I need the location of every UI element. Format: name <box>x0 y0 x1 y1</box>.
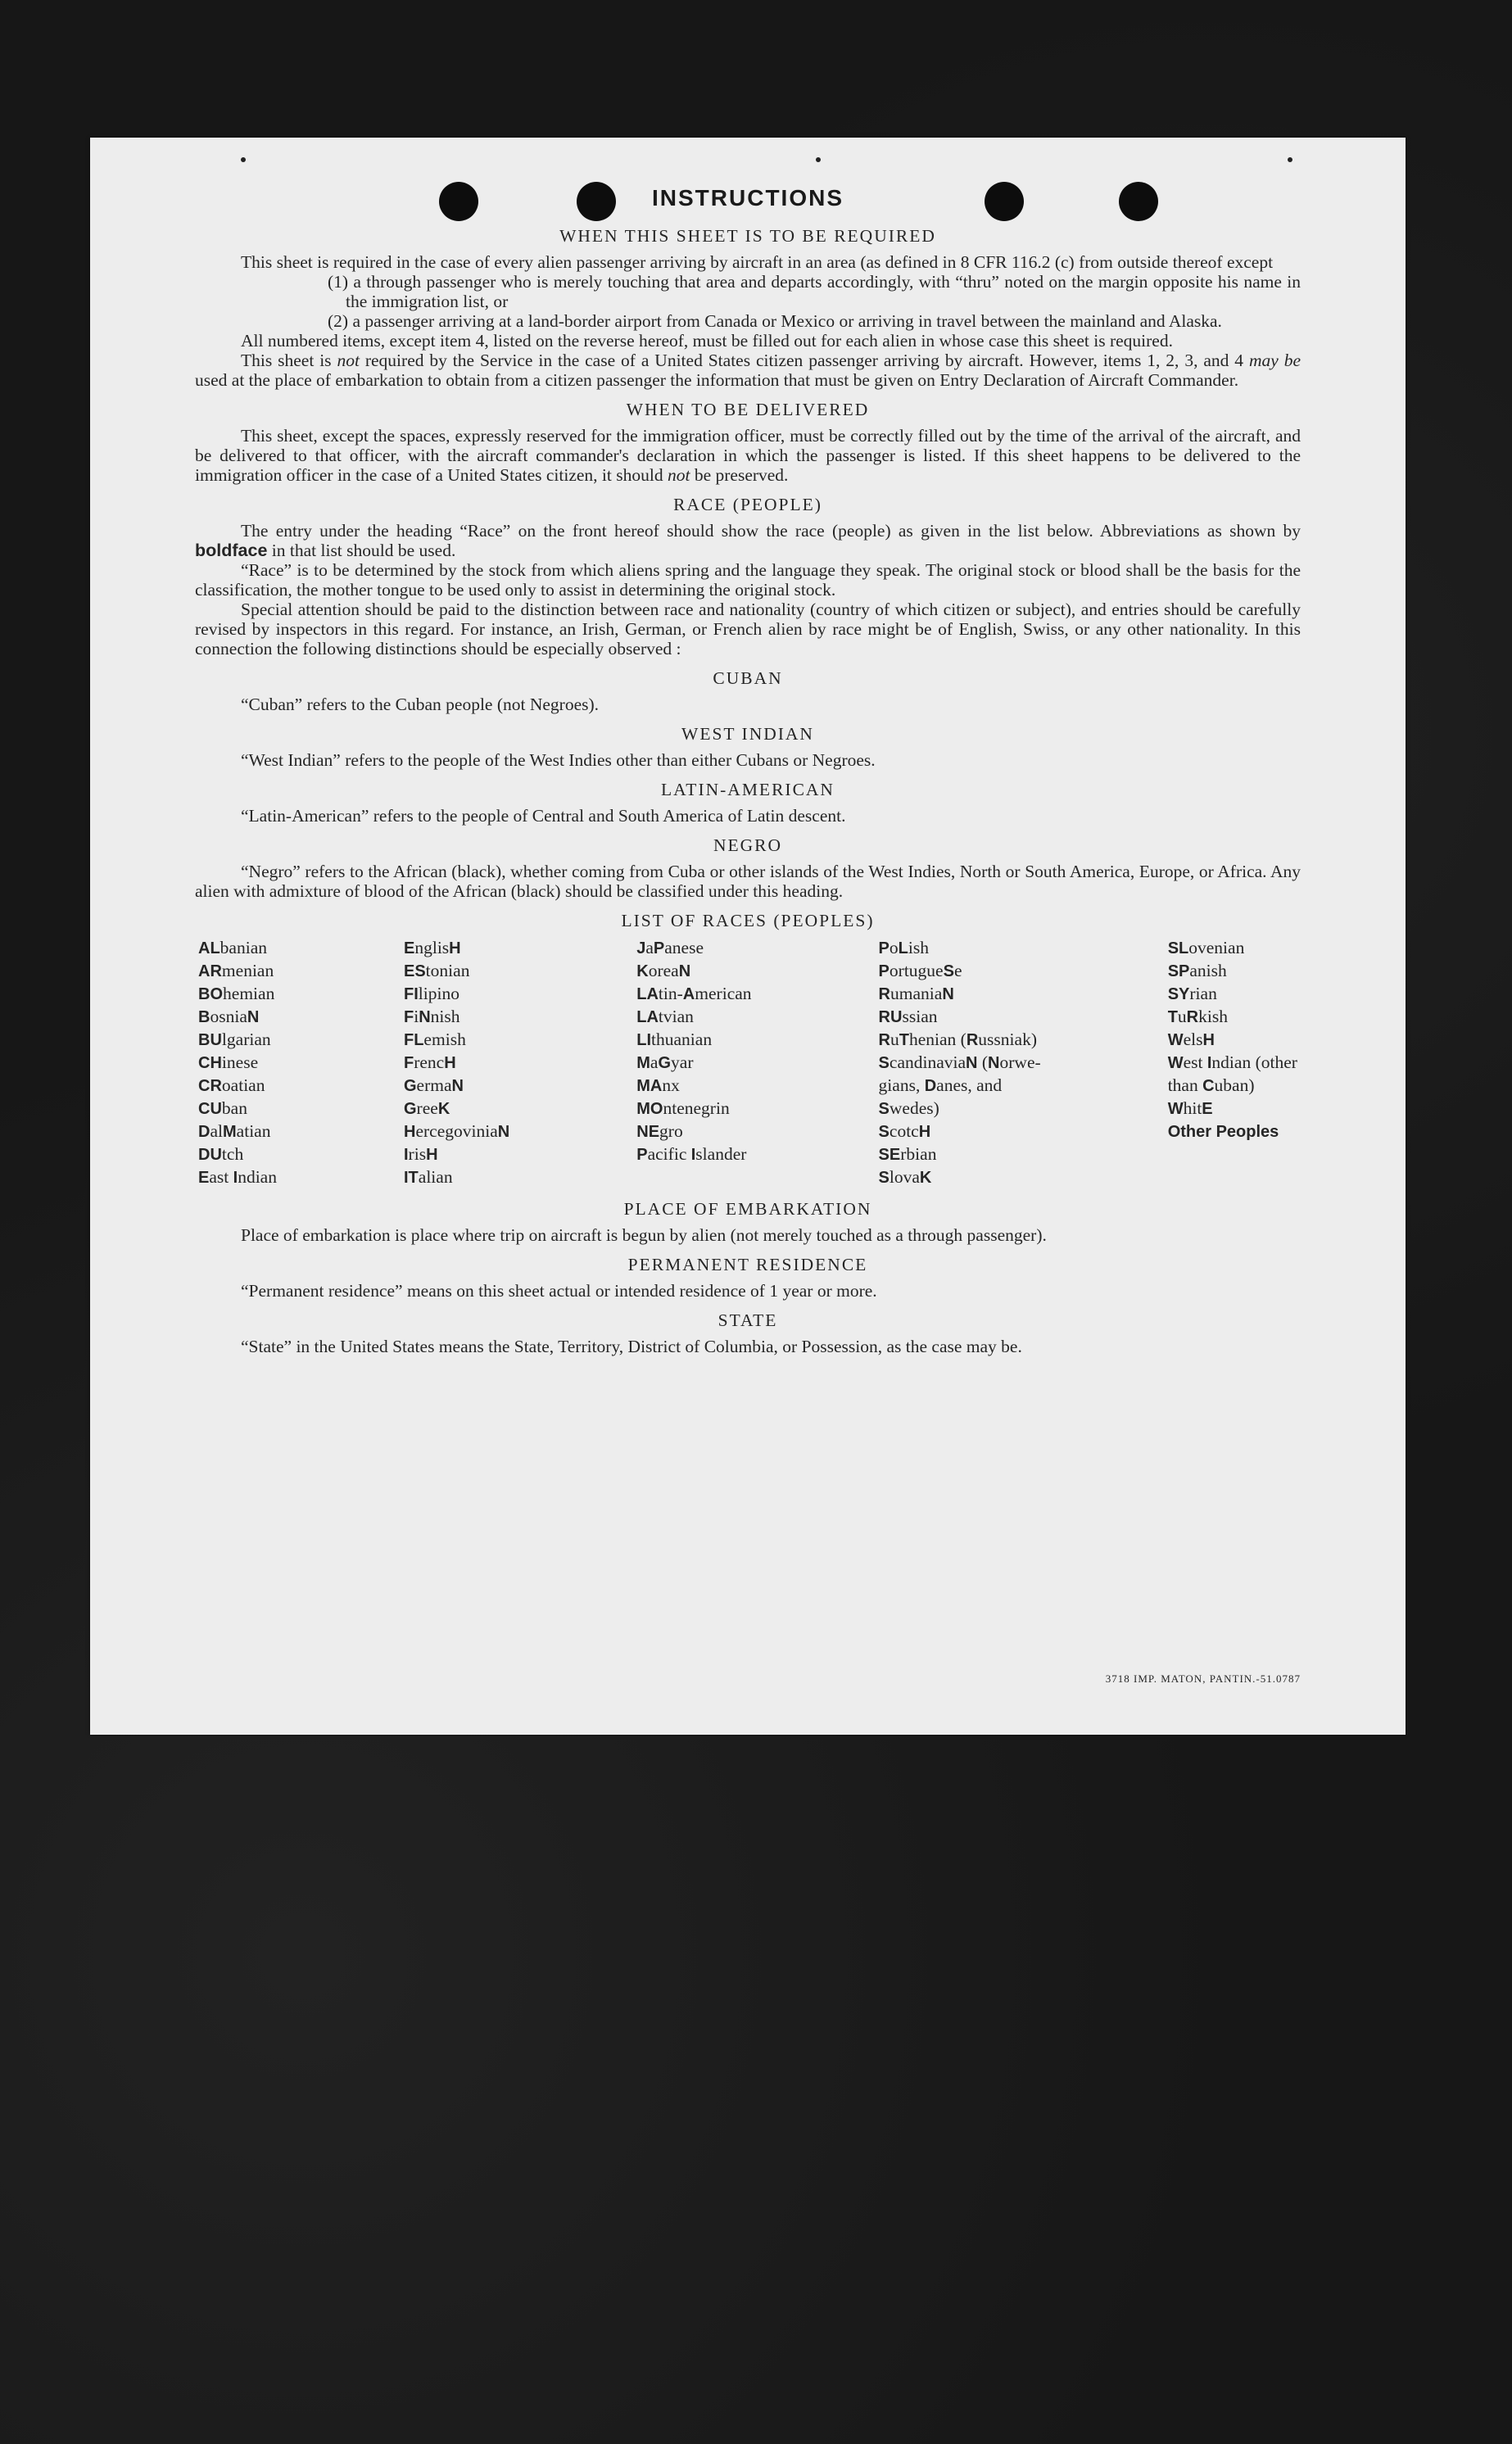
paragraph: “Latin-American” refers to the people of Central and South America of Latin descent. <box>241 806 846 826</box>
race-item: EStonian <box>403 961 470 980</box>
race-item: CHinese <box>198 1052 259 1072</box>
race-item: ARmenian <box>198 961 274 980</box>
race-column <box>1168 937 1297 1189</box>
race-item: SYrian <box>1167 984 1217 1003</box>
section-heading: WEST INDIAN <box>681 724 814 744</box>
race-item: IrisH <box>403 1144 438 1164</box>
document-sheet <box>90 138 1406 1735</box>
race-item: PortugueSe <box>878 961 962 980</box>
speck <box>1288 157 1292 162</box>
section-heading: PERMANENT RESIDENCE <box>627 1255 868 1274</box>
race-item: EnglisH <box>403 938 461 957</box>
race-item: DUtch <box>198 1144 244 1164</box>
race-item: RUssian <box>878 1007 938 1026</box>
section-heading: WHEN THIS SHEET IS TO BE REQUIRED <box>559 226 936 246</box>
race-item: KoreaN <box>636 961 691 980</box>
race-item: JaPanese <box>636 938 704 957</box>
race-item: WhitE <box>1167 1098 1213 1118</box>
race-item: CUban <box>198 1098 247 1118</box>
paragraph: “State” in the United States means the State, Territory, District of Columbia, or Possession, as the case may be. <box>241 1337 1022 1356</box>
race-item: LAtin-American <box>636 984 752 1003</box>
race-item: BOhemian <box>198 984 275 1003</box>
race-item: FrencH <box>403 1052 456 1072</box>
section-heading: PLACE OF EMBARKATION <box>623 1199 872 1219</box>
race-list <box>198 937 1297 1189</box>
race-column <box>404 937 509 1189</box>
paragraph: This sheet is required in the case of every alien passenger arriving by aircraft in an area (as defined in 8 CFR 116.2 (c) from outside thereof except <box>241 252 1274 272</box>
exception-item: (1) a through passenger who is merely touching that area and departs accordingly, with “thru” noted on the margin opposite his name in the immigration list, or <box>328 272 1301 311</box>
speck <box>241 157 246 162</box>
race-item: FIlipino <box>403 984 459 1003</box>
race-item: MAnx <box>636 1075 680 1095</box>
race-item: LAtvian <box>636 1007 694 1026</box>
race-item: than Cuban) <box>1167 1075 1255 1095</box>
race-item: BUlgarian <box>198 1030 271 1049</box>
race-item: FLemish <box>403 1030 466 1049</box>
race-item: GreeK <box>403 1098 450 1118</box>
race-item: LIthuanian <box>636 1030 713 1049</box>
race-item: BosniaN <box>198 1007 260 1026</box>
race-item: ALbanian <box>198 938 267 957</box>
race-column <box>879 937 1041 1189</box>
race-item: PoLish <box>878 938 929 957</box>
race-item: GermaN <box>403 1075 464 1095</box>
race-item: WelsH <box>1167 1030 1215 1049</box>
race-item: HercegoviniaN <box>403 1121 510 1141</box>
section-heading: LIST OF RACES (PEOPLES) <box>621 911 875 930</box>
race-item: SlovaK <box>878 1167 932 1187</box>
section-heading: NEGRO <box>713 835 783 855</box>
paragraph: All numbered items, except item 4, listed on the reverse hereof, must be filled out for each alien in whose case this sheet is required. <box>241 331 1173 351</box>
printer-imprint: 3718 IMP. MATON, PANTIN.-51.0787 <box>1105 1672 1301 1685</box>
section-heading: RACE (PEOPLE) <box>673 495 822 514</box>
paragraph: This sheet, except the spaces, expressly reserved for the immigration officer, must be correctly filled out by the time of the arrival of the aircraft, and be delivered to that officer, with the aircraft commander's declaration in which the passenger is listed. If this sheet happens to be delivered to the immigration officer in the case of a United States citizen, it should not be preserved. <box>195 426 1301 485</box>
paragraph: This sheet is not required by the Service in the case of a United States citizen passenger arriving by aircraft. However, items 1, 2, 3, and 4 may be used at the place of embarkation to obtain from a citizen passenger the information that must be given on Entry Declaration of Aircraft Commander. <box>195 351 1301 390</box>
race-item: ScotcH <box>878 1121 931 1141</box>
race-column <box>636 937 751 1189</box>
race-item: Swedes) <box>878 1098 939 1118</box>
paragraph: “Cuban” refers to the Cuban people (not Negroes). <box>241 695 600 714</box>
paragraph: “West Indian” refers to the people of the West Indies other than either Cubans or Negroes. <box>241 750 876 770</box>
section-heading: LATIN-AMERICAN <box>661 780 835 799</box>
race-item: TuRkish <box>1167 1007 1228 1026</box>
race-column <box>198 937 277 1189</box>
race-item: SErbian <box>878 1144 937 1164</box>
paragraph: Place of embarkation is place where trip on aircraft is begun by alien (not merely touched as a through passenger). <box>241 1225 1047 1245</box>
race-item: Pacific Islander <box>636 1144 747 1164</box>
exception-item: (2) a passenger arriving at a land-border airport from Canada or Mexico or arriving in travel between the mainland and Alaska. <box>328 311 1222 331</box>
race-item: West Indian (other <box>1167 1052 1297 1072</box>
race-item: MOntenegrin <box>636 1098 730 1118</box>
race-item: gians, Danes, and <box>878 1075 1003 1095</box>
race-item: RumaniaN <box>878 984 954 1003</box>
instructions-body <box>195 226 1301 1356</box>
race-item: DalMatian <box>198 1121 271 1141</box>
paragraph: “Negro” refers to the African (black), whether coming from Cuba or other islands of the West Indies, North or South America, Europe, or Africa. Any alien with admixture of blood of the African (black) should be classified under this heading. <box>195 862 1301 901</box>
section-heading: STATE <box>718 1310 778 1330</box>
race-item: CRoatian <box>198 1075 265 1095</box>
race-item: RuThenian (Russniak) <box>878 1030 1037 1049</box>
section-heading: WHEN TO BE DELIVERED <box>626 400 870 419</box>
race-item: FiNnish <box>403 1007 460 1026</box>
race-item: SPanish <box>1167 961 1227 980</box>
race-item: SLovenian <box>1167 938 1245 957</box>
paragraph: “Permanent residence” means on this sheet actual or intended residence of 1 year or more. <box>241 1281 877 1301</box>
race-item: MaGyar <box>636 1052 694 1072</box>
race-item: NEgro <box>636 1121 683 1141</box>
paragraph: “Race” is to be determined by the stock from which aliens spring and the language they speak. The original stock or blood shall be the basis for the classification, the mother tongue to be used only to assist in determining the original stock. <box>195 560 1301 600</box>
page-title: INSTRUCTIONS <box>652 185 844 210</box>
paragraph: The entry under the heading “Race” on the front hereof should show the race (people) as given in the list below. Abbreviations as shown by boldface in that list should be used. <box>195 521 1301 560</box>
race-item: ScandinaviaN (Norwe- <box>878 1052 1041 1072</box>
section-heading: CUBAN <box>713 668 783 688</box>
speck <box>816 157 821 162</box>
race-item: ITalian <box>403 1167 453 1187</box>
race-item: East Indian <box>198 1167 277 1187</box>
paragraph: Special attention should be paid to the distinction between race and nationality (country of which citizen or subject), and entries should be carefully revised by inspectors in this regard. For instance, an Irish, German, or French alien by race might be of English, Swiss, or any other nationality. In this connection the following distinctions should be especially observed : <box>195 600 1301 659</box>
race-item: Other Peoples <box>1167 1123 1279 1141</box>
